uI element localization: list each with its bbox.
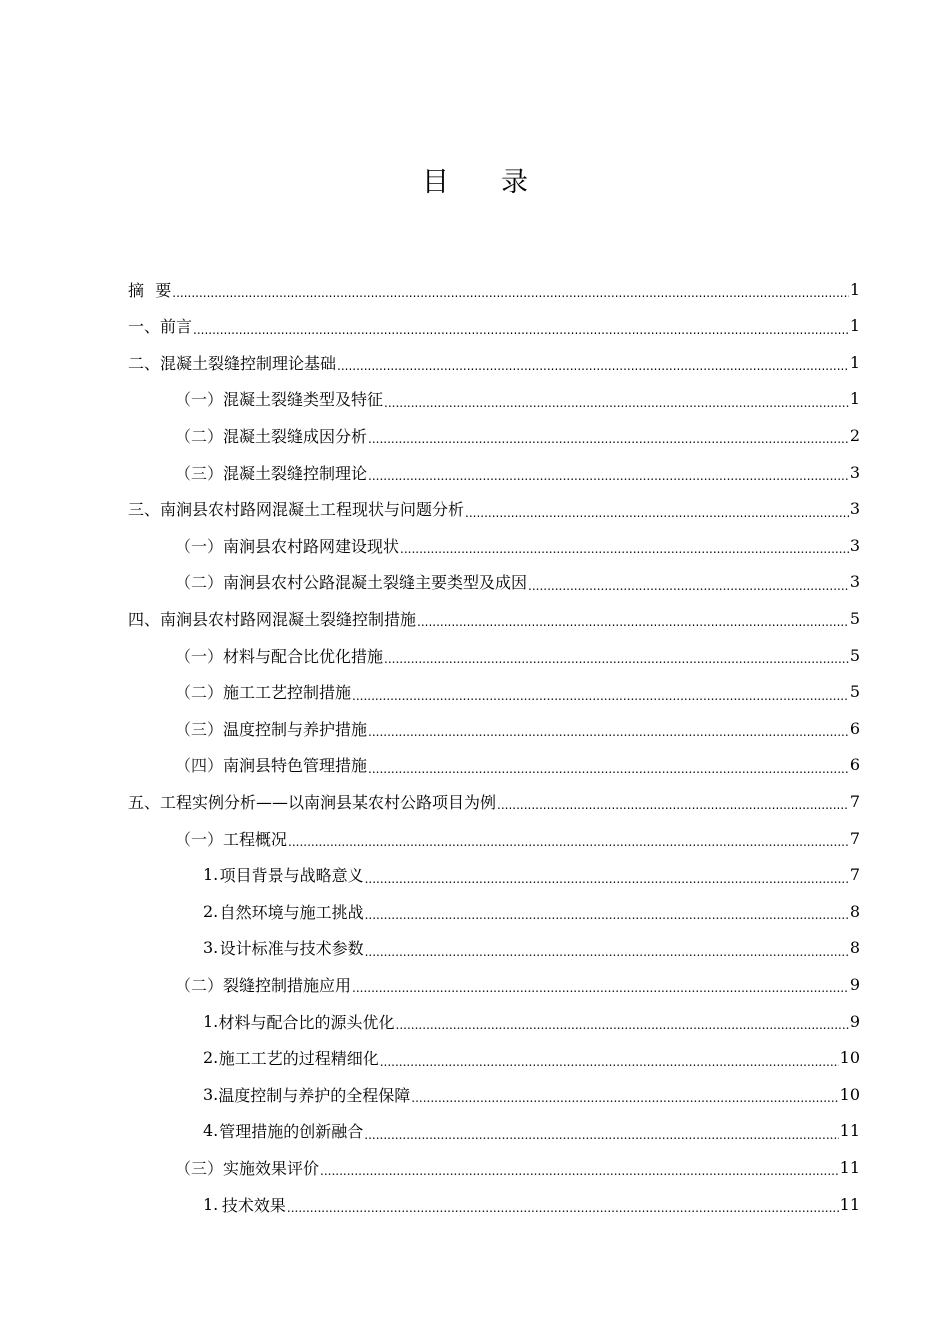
- toc-entry-page-number: 6: [849, 755, 860, 775]
- page-title: [0, 160, 950, 199]
- toc-entry-title: 温度控制与养护的全程保障: [218, 1085, 411, 1105]
- toc-entry-title: 工程概况: [223, 829, 288, 849]
- toc-entry-page-number: 1: [849, 316, 860, 336]
- toc-dot-leader: [287, 1201, 839, 1215]
- toc-entry[interactable]: [175, 454, 860, 490]
- toc-dot-leader: [193, 323, 849, 337]
- toc-entry-page-number: 7: [849, 828, 860, 848]
- toc-entry-number: 2.: [203, 1048, 219, 1068]
- toc-dot-leader: [368, 469, 849, 483]
- toc-entry-page-number: 8: [849, 901, 860, 921]
- toc-entry[interactable]: [203, 930, 860, 966]
- toc-entry-page-number: 1: [849, 352, 860, 372]
- toc-entry-number: 1.: [203, 865, 219, 885]
- toc-entry-title: 混凝土裂缝成因分析: [223, 426, 368, 446]
- toc-dot-leader: [411, 1091, 838, 1105]
- toc-entry[interactable]: [128, 600, 860, 636]
- toc-entry-number: （三）: [175, 463, 224, 483]
- toc-entry-title: 工程实例分析——以南涧县某农村公路项目为例: [160, 792, 497, 812]
- toc-dot-leader: [365, 908, 849, 922]
- toc-entry-title: 施工工艺的过程精细化: [218, 1049, 379, 1069]
- toc-entry-title: 温度控制与养护措施: [223, 719, 368, 739]
- toc-entry-page-number: 10: [839, 1048, 860, 1068]
- toc-dot-leader: [465, 506, 849, 520]
- toc-entry[interactable]: [175, 1149, 860, 1185]
- toc-entry-page-number: 1: [849, 279, 860, 299]
- toc-entry-title: 项目背景与战略意义: [219, 866, 364, 886]
- toc-entry-title: 南涧县特色管理措施: [223, 756, 368, 776]
- toc-entry-number: 1.: [203, 1194, 219, 1214]
- toc-entry-number: （二）: [175, 573, 224, 593]
- toc-entry-title: 南涧县农村路网建设现状: [223, 536, 400, 556]
- toc-entry[interactable]: [175, 417, 860, 453]
- toc-entry[interactable]: [175, 710, 860, 746]
- toc-dot-leader: [384, 396, 849, 410]
- toc-entry[interactable]: [203, 1076, 860, 1112]
- toc-entry[interactable]: [203, 1003, 860, 1039]
- toc-entry-title: 要: [155, 280, 172, 300]
- toc-dot-leader: [288, 835, 849, 849]
- toc-entry-number: 四、: [128, 609, 161, 629]
- toc-dot-leader: [380, 1055, 839, 1069]
- toc-entry-title: 前言: [160, 317, 193, 337]
- toc-entry-title: 南涧县农村公路混凝土裂缝主要类型及成因: [223, 573, 528, 593]
- toc-entry-number: （三）: [175, 719, 224, 739]
- toc-entry-page-number: 3: [849, 572, 860, 592]
- toc-entry-page-number: 9: [849, 974, 860, 994]
- toc-entry-number: 3.: [203, 1084, 219, 1104]
- toc-entry-page-number: 11: [839, 1194, 860, 1214]
- toc-entry-number: 3.: [203, 938, 219, 958]
- toc-entry-number: （一）: [175, 536, 224, 556]
- toc-dot-leader: [352, 981, 849, 995]
- toc-entry[interactable]: [203, 1186, 860, 1222]
- toc-entry[interactable]: [128, 783, 860, 819]
- toc-entry[interactable]: [175, 820, 860, 856]
- toc-dot-leader: [384, 652, 849, 666]
- toc-dot-leader: [396, 1018, 849, 1032]
- toc-entry-title: 管理措施的创新融合: [219, 1122, 364, 1142]
- toc-entry-number: （一）: [175, 829, 224, 849]
- toc-dot-leader: [400, 542, 849, 556]
- toc-entry-number: 摘: [128, 280, 145, 300]
- toc-entry-title: 裂缝控制措施应用: [223, 975, 352, 995]
- toc-entry-page-number: 3: [849, 535, 860, 555]
- toc-entry-title: 混凝土裂缝控制理论: [223, 463, 368, 483]
- toc-entry-number: （一）: [175, 390, 224, 410]
- toc-entry-page-number: 11: [839, 1121, 860, 1141]
- toc-dot-leader: [497, 798, 849, 812]
- toc-entry-title: 材料与配合比优化措施: [223, 646, 384, 666]
- toc-entry[interactable]: [128, 491, 860, 527]
- toc-entry-number: 1.: [203, 1011, 219, 1031]
- toc-entry[interactable]: [175, 637, 860, 673]
- toc-dot-leader: [368, 432, 849, 446]
- toc-entry-page-number: 5: [849, 608, 860, 628]
- toc-entry-page-number: 9: [849, 1011, 860, 1031]
- toc-entry-page-number: 6: [849, 718, 860, 738]
- toc-entry-title: 混凝土裂缝控制理论基础: [160, 353, 337, 373]
- toc-entry-page-number: 7: [849, 865, 860, 885]
- toc-entry-title: 实施效果评价: [223, 1158, 320, 1178]
- toc-entry-number: （二）: [175, 975, 224, 995]
- toc-entry-page-number: 1: [849, 389, 860, 409]
- toc-entry-number: 一、: [128, 317, 161, 337]
- toc-entry-title: 技术效果: [221, 1195, 286, 1215]
- toc-entry-number: 二、: [128, 353, 161, 373]
- toc-entry[interactable]: [203, 893, 860, 929]
- toc-entry-number: （二）: [175, 426, 224, 446]
- toc-entry-title: 施工工艺控制措施: [223, 683, 352, 703]
- toc-dot-leader: [417, 615, 849, 629]
- toc-entry-title: 自然环境与施工挑战: [219, 902, 364, 922]
- toc-entry[interactable]: [175, 674, 860, 710]
- toc-entry[interactable]: [203, 1040, 860, 1076]
- toc-entry-page-number: 10: [839, 1084, 860, 1104]
- toc-entry-page-number: 3: [849, 462, 860, 482]
- toc-entry-page-number: 2: [849, 425, 860, 445]
- toc-entry[interactable]: [203, 1113, 860, 1149]
- toc-dot-leader: [368, 762, 849, 776]
- toc-entry-number: （四）: [175, 756, 224, 776]
- toc-entry-number: 4.: [203, 1121, 219, 1141]
- toc-entry-number: （二）: [175, 683, 224, 703]
- toc-entry-title: 南涧县农村路网混凝土裂缝控制措施: [160, 609, 417, 629]
- toc-entry-title: 混凝土裂缝类型及特征: [223, 390, 384, 410]
- toc-entry-page-number: 5: [849, 682, 860, 702]
- toc-entry[interactable]: [128, 344, 860, 380]
- toc-entry-title: 南涧县农村路网混凝土工程现状与问题分析: [160, 500, 465, 520]
- toc-entry[interactable]: [128, 271, 860, 307]
- toc-entry-number: 2.: [203, 901, 219, 921]
- toc-entry-page-number: 5: [849, 645, 860, 665]
- toc-dot-leader: [365, 872, 849, 886]
- toc-entry-number: 五、: [128, 792, 161, 812]
- toc-dot-leader: [337, 359, 849, 373]
- toc-dot-leader: [368, 725, 849, 739]
- toc-entry-page-number: 8: [849, 938, 860, 958]
- toc-entry-number: （三）: [175, 1158, 224, 1178]
- toc-dot-leader: [364, 1128, 838, 1142]
- toc-dot-leader: [320, 1164, 839, 1178]
- toc-entry-number: （一）: [175, 646, 224, 666]
- toc-entry[interactable]: [175, 747, 860, 783]
- toc-entry-page-number: 7: [849, 791, 860, 811]
- toc-dot-leader: [365, 945, 849, 959]
- toc-entry[interactable]: [175, 381, 860, 417]
- toc-entry-number: 三、: [128, 500, 161, 520]
- toc-entry-title: 材料与配合比的源头优化: [218, 1012, 395, 1032]
- title-char-left: 目: [422, 167, 449, 198]
- toc-entry[interactable]: [175, 564, 860, 600]
- toc-entry[interactable]: [175, 966, 860, 1002]
- toc-dot-leader: [352, 689, 849, 703]
- toc-entry[interactable]: [128, 308, 860, 344]
- title-char-right: 录: [501, 167, 528, 198]
- toc-entry-title: 设计标准与技术参数: [219, 939, 364, 959]
- toc-entry-page-number: 3: [849, 499, 860, 519]
- toc-entry-page-number: 11: [839, 1157, 860, 1177]
- toc-entry[interactable]: [203, 857, 860, 893]
- toc-dot-leader: [172, 286, 849, 300]
- toc-entry[interactable]: [175, 527, 860, 563]
- toc-dot-leader: [528, 579, 849, 593]
